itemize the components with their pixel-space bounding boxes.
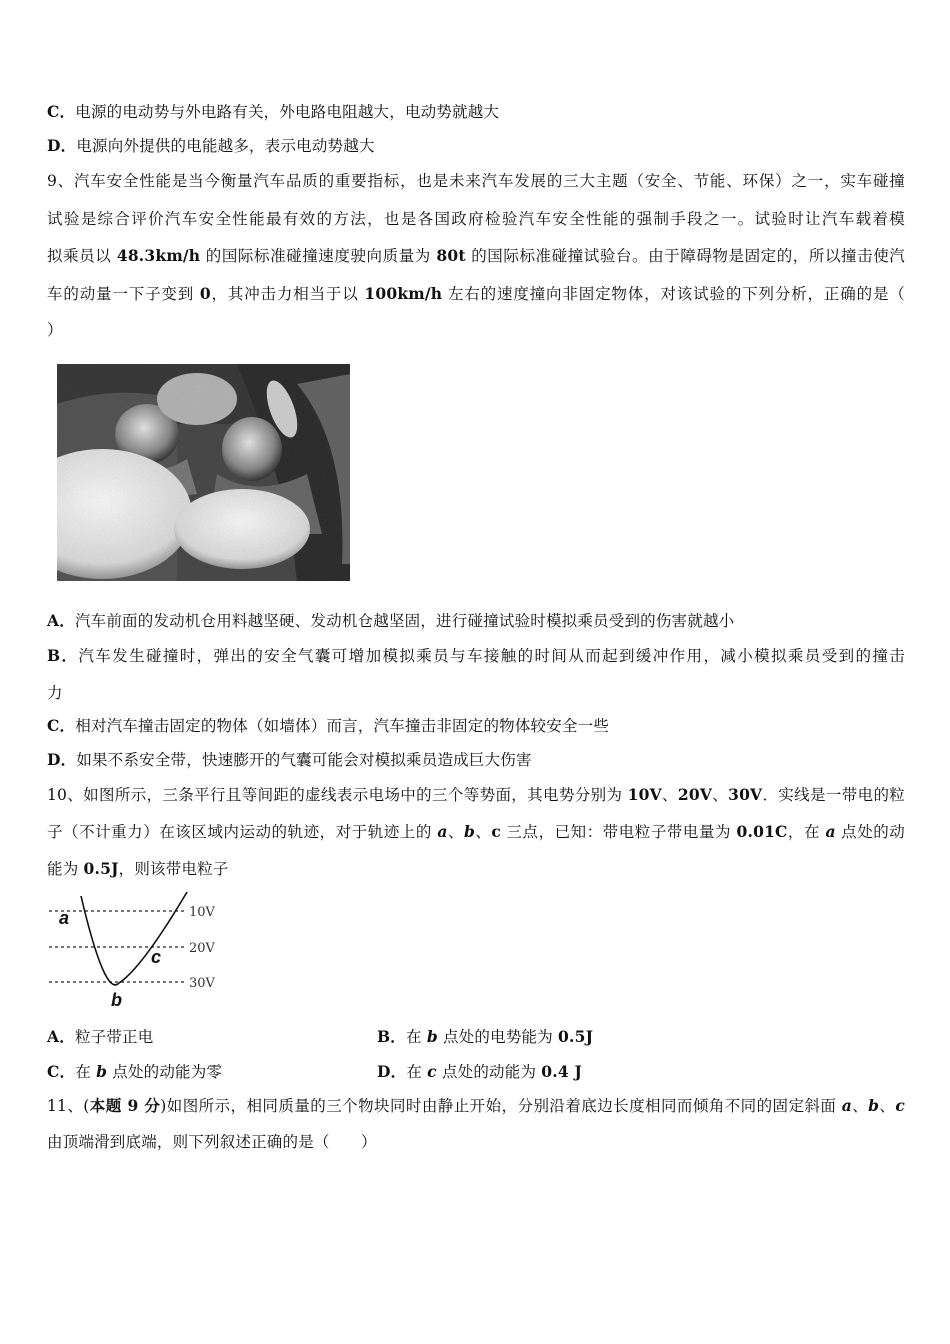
potential-label-10v: 10V [189, 905, 215, 920]
q9-stem-line-4: 车的动量一下子变到 0，其冲击力相当于以 100km/h 左右的速度撞向非固定物体，对该试验的下列分析，正确的是（ [47, 284, 905, 303]
q11-stem-line-1: 11、(本题 9 分)如图所示，相同质量的三个物块同时由静止开始，分别沿着底边长度相同而倾角不同的固定斜面 a、b、c [47, 1096, 906, 1115]
q10-option-c: C．在 b 点处的动能为零 [47, 1062, 223, 1081]
q9-option-d: D．如果不系安全带，快速膨开的气囊可能会对模拟乘员造成巨大伤害 [47, 750, 532, 769]
q8-option-c: C．电源的电动势与外电路有关，外电路电阻越大，电动势就越大 [47, 102, 500, 121]
equipotential-figure [47, 888, 247, 1013]
q8-option-d: D．电源向外提供的电能越多，表示电动势越大 [47, 136, 375, 155]
q9-option-b: B．汽车发生碰撞时，弹出的安全气囊可增加模拟乘员与车接触的时间从而起到缓冲作用，减小模拟乘员受到的撞击 [47, 646, 905, 665]
q10-stem-line-2: 子（不计重力）在该区域内运动的轨迹，对于轨迹上的 a、b、c 三点，已知：带电粒子带电量为 0.01C，在 a 点处的动 [47, 822, 905, 841]
q9-option-a: A．汽车前面的发动机仓用料越坚硬、发动机仓越坚固，进行碰撞试验时模拟乘员受到的伤害就越小 [47, 611, 735, 630]
point-c-label: c [151, 947, 162, 967]
q9-stem-line-2: 试验是综合评价汽车安全性能最有效的方法，也是各国政府检验汽车安全性能的强制手段之一。试验时让汽车载着模 [47, 210, 905, 228]
q10-option-d: D．在 c 点处的动能为 0.4 J [377, 1062, 582, 1081]
q9-stem-line-3: 拟乘员以 48.3km/h 的国际标准碰撞速度驶向质量为 80t 的国际标准碰撞试验台。由于障碍物是固定的，所以撞击使汽 [47, 246, 905, 265]
particle-trajectory [81, 892, 187, 985]
point-b-label: b [111, 990, 122, 1010]
q10-stem-line-1: 10、如图所示，三条平行且等间距的虚线表示电场中的三个等势面，其电势分别为 10V、20V、30V．实线是一带电的粒 [47, 785, 906, 804]
q10-option-b: B．在 b 点处的电势能为 0.5J [377, 1027, 594, 1046]
q9-stem-line-1: 9、汽车安全性能是当今衡量汽车品质的重要指标，也是未来汽车发展的三大主题（安全、节能、环保）之一，实车碰撞 [47, 172, 905, 190]
crash-test-photo [57, 364, 350, 581]
q9-option-b-cont: 力 [47, 684, 63, 702]
potential-label-20v: 20V [189, 941, 215, 956]
q11-stem-line-2: 由顶端滑到底端，则下列叙述正确的是（ ） [47, 1133, 377, 1151]
q10-option-a: A．粒子带正电 [47, 1027, 154, 1046]
q9-stem-line-5: ） [47, 321, 63, 339]
q9-option-c: C．相对汽车撞击固定的物体（如墙体）而言，汽车撞击非固定的物体较安全一些 [47, 716, 610, 735]
q10-stem-line-3: 能为 0.5J，则该带电粒子 [47, 859, 229, 878]
point-a-label: a [59, 908, 70, 928]
potential-label-30v: 30V [189, 976, 215, 991]
